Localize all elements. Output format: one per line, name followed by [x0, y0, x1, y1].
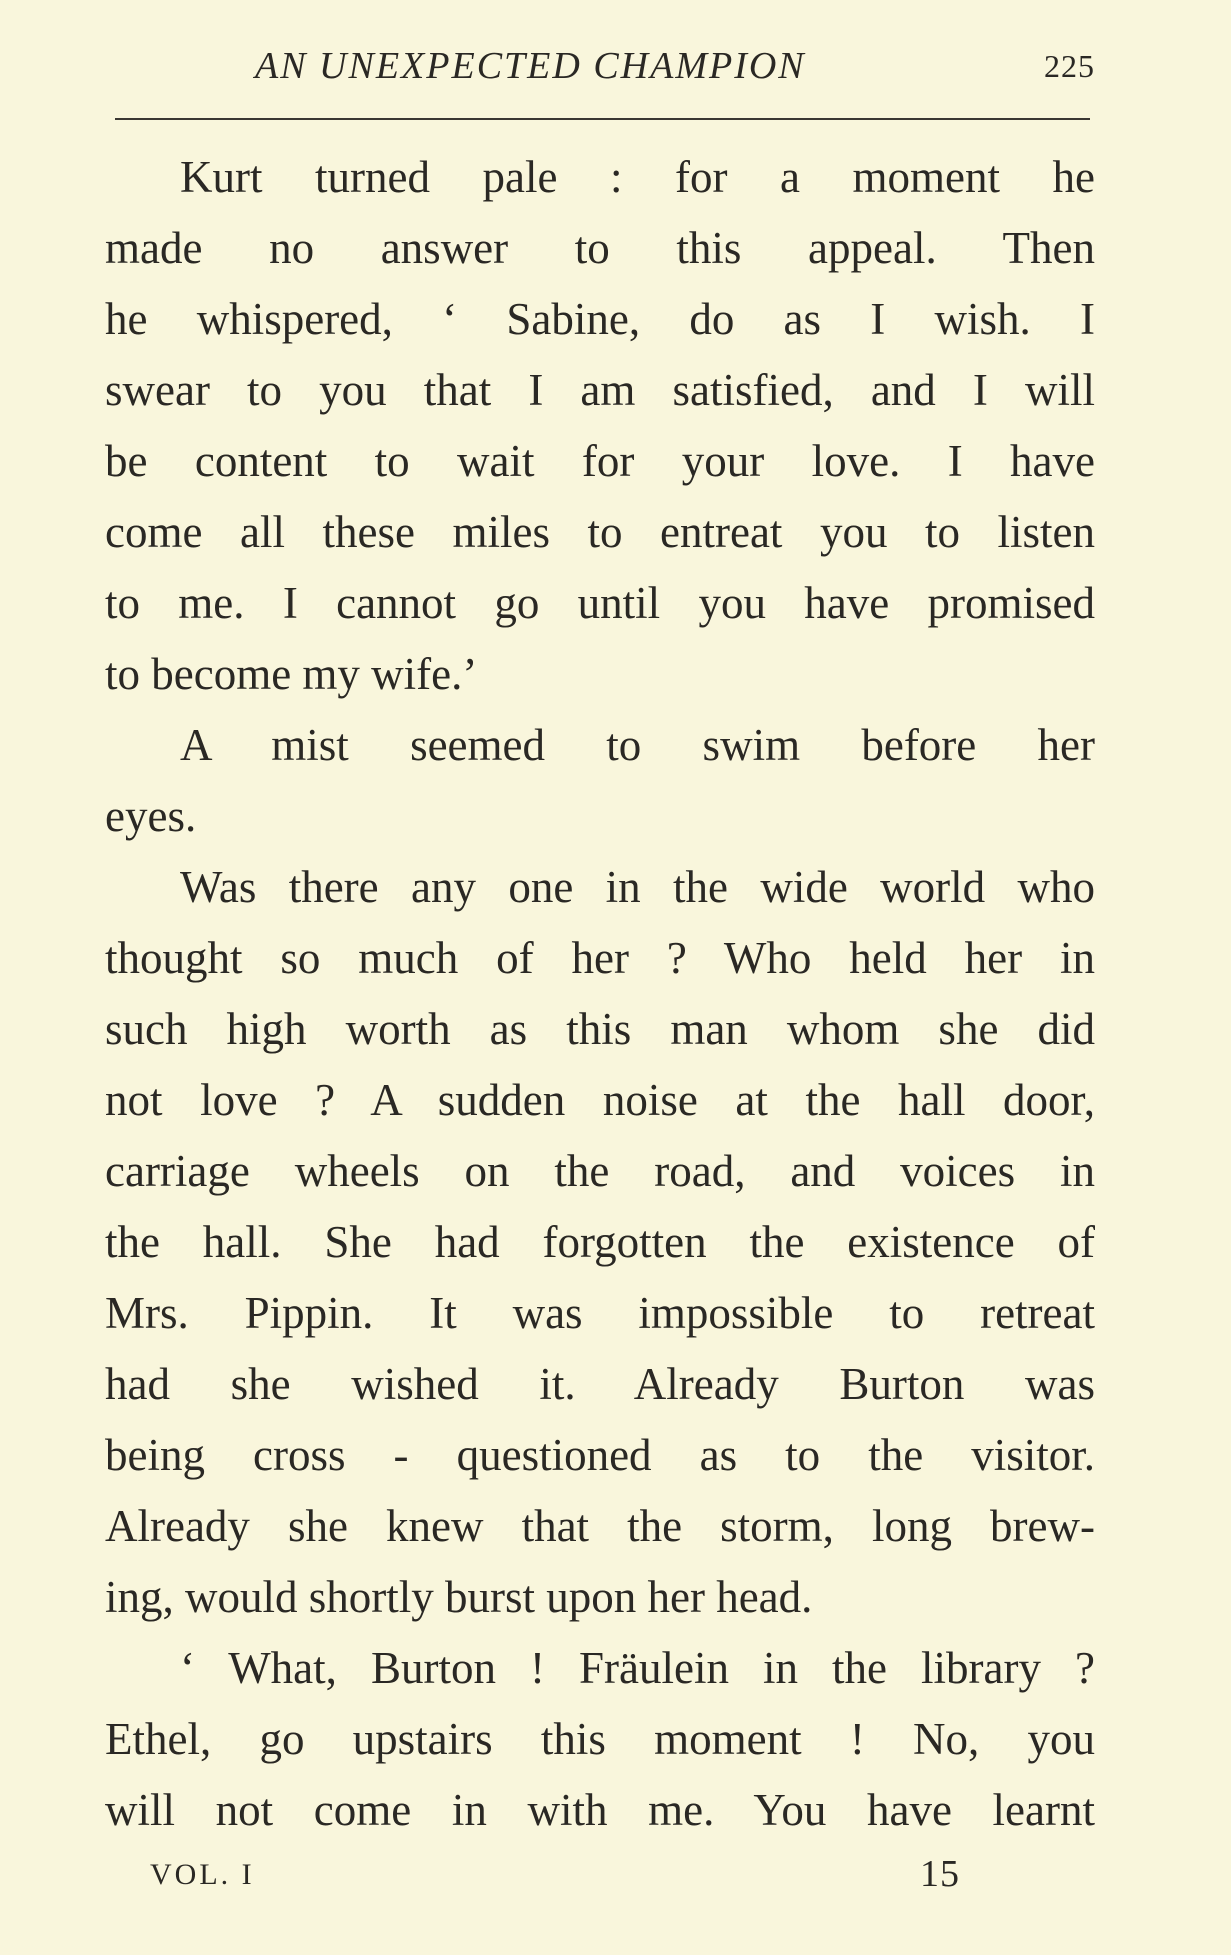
text-line: being cross - questioned as to the visitor. [105, 1430, 1095, 1480]
header-rule [115, 118, 1090, 120]
text-line: ‘ What, Burton ! Fräulein in the library ? [180, 1643, 1095, 1693]
text-line: carriage wheels on the road, and voices in [105, 1146, 1095, 1196]
body-text [105, 142, 1095, 1846]
signature-mark: 15 [920, 1853, 960, 1895]
text-line: Was there any one in the wide world who [180, 862, 1095, 912]
volume-label: VOL. I [150, 1858, 255, 1891]
text-line: come all these miles to entreat you to listen [105, 507, 1095, 557]
running-head [120, 38, 1095, 98]
text-line: had she wished it. Already Burton was [105, 1359, 1095, 1409]
page-footer [150, 1852, 1000, 1912]
text-line: not love ? A sudden noise at the hall door, [105, 1075, 1095, 1125]
text-line: to me. I cannot go until you have promised [105, 578, 1095, 628]
text-line: the hall. She had forgotten the existence of [105, 1217, 1095, 1267]
text-line: he whispered, ‘ Sabine, do as I wish. I [105, 294, 1095, 344]
text-line: thought so much of her ? Who held her in [105, 933, 1095, 983]
text-line: swear to you that I am satisfied, and I will [105, 365, 1095, 415]
text-line: Ethel, go upstairs this moment ! No, you [105, 1714, 1095, 1764]
text-line: Already she knew that the storm, long brew- [105, 1501, 1095, 1551]
text-line: eyes. [105, 791, 197, 841]
text-line: such high worth as this man whom she did [105, 1004, 1095, 1054]
text-line: ing, would shortly burst upon her head. [105, 1572, 813, 1622]
running-title: AN UNEXPECTED CHAMPION [255, 45, 806, 87]
text-line: made no answer to this appeal. Then [105, 223, 1095, 273]
text-line: to become my wife.’ [105, 649, 478, 699]
text-line: be content to wait for your love. I have [105, 436, 1095, 486]
text-line: Kurt turned pale : for a moment he [180, 152, 1095, 202]
text-line: A mist seemed to swim before her [180, 720, 1095, 770]
page-number: 225 [1044, 48, 1095, 84]
text-line: Mrs. Pippin. It was impossible to retreat [105, 1288, 1095, 1338]
text-line: will not come in with me. You have learnt [105, 1785, 1095, 1835]
